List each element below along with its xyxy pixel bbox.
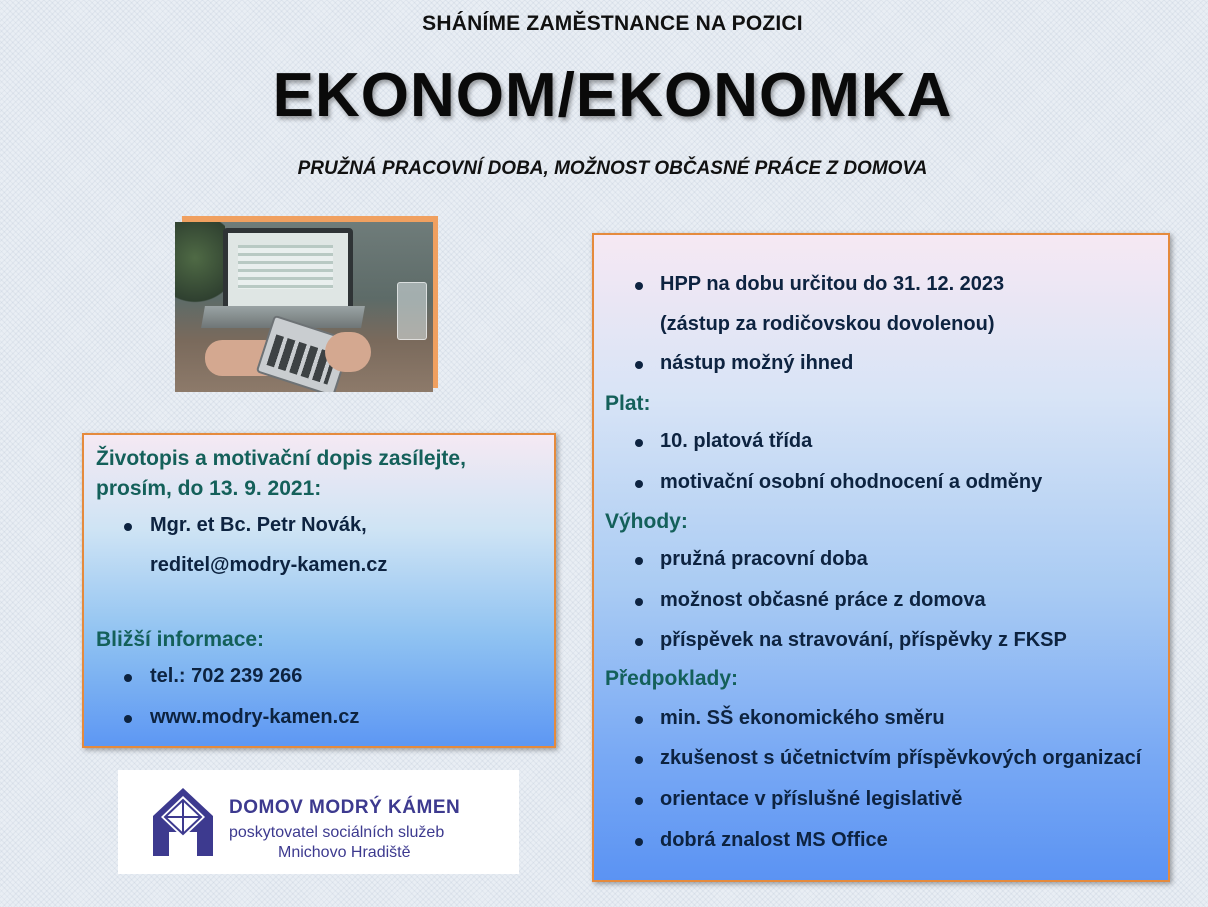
employment-item: nástup možný ihned: [660, 352, 854, 374]
bullet-icon: [635, 716, 643, 724]
organization-logo: [118, 770, 519, 874]
bullet-icon: [124, 523, 132, 531]
salary-heading: Plat:: [605, 392, 651, 415]
requirement-item: dobrá znalost MS Office: [660, 829, 888, 851]
benefit-item: možnost občasné práce z domova: [660, 589, 986, 611]
requirement-item: min. SŠ ekonomického směru: [660, 707, 945, 729]
bullet-icon: [635, 598, 643, 606]
house-logo-icon: [151, 786, 215, 858]
logo-subtitle: poskytovatel sociálních služeb: [229, 824, 445, 841]
requirement-item: orientace v příslušné legislativě: [660, 788, 963, 810]
benefits-heading: Výhody:: [605, 510, 688, 533]
page-title: EKONOM/EKONOMKA: [272, 61, 953, 130]
logo-city: Mnichovo Hradiště: [278, 844, 411, 861]
bullet-icon: [635, 756, 643, 764]
contact-website[interactable]: www.modry-kamen.cz: [150, 706, 360, 728]
employment-item: HPP na dobu určitou do 31. 12. 2023: [660, 273, 1005, 295]
plant-shape: [175, 222, 225, 312]
bullet-icon: [635, 638, 643, 646]
bullet-icon: [635, 557, 643, 565]
glass-shape: [397, 282, 427, 340]
subheading: SHÁNÍME ZAMĚSTNANCE NA POZICI: [422, 12, 803, 35]
benefit-item: příspěvek na stravování, příspěvky z FKSP: [660, 629, 1067, 651]
bullet-icon: [124, 674, 132, 682]
requirement-item: zkušenost s účetnictvím příspěvkových organizací: [660, 747, 1142, 769]
job-details-box: [592, 233, 1170, 882]
employment-note: (zástup za rodičovskou dovolenou): [660, 313, 995, 335]
contact-heading-line1: Životopis a motivační dopis zasílejte,: [96, 447, 466, 470]
office-photo: [175, 222, 433, 392]
bullet-icon: [635, 838, 643, 846]
bullet-icon: [635, 480, 643, 488]
contact-phone: tel.: 702 239 266: [150, 665, 303, 687]
bullet-icon: [124, 715, 132, 723]
tagline: PRUŽNÁ PRACOVNÍ DOBA, MOŽNOST OBČASNÉ PRÁCE Z DOMOVA: [297, 158, 928, 179]
bullet-icon: [635, 439, 643, 447]
contact-box: [82, 433, 556, 748]
laptop-screen-shape: [223, 228, 353, 314]
info-heading: Bližší informace:: [96, 628, 265, 651]
salary-item: 10. platová třída: [660, 430, 813, 452]
bullet-icon: [635, 282, 643, 290]
benefit-item: pružná pracovní doba: [660, 548, 868, 570]
salary-item: motivační osobní ohodnocení a odměny: [660, 471, 1043, 493]
logo-name: DOMOV MODRÝ KÁMEN: [229, 797, 461, 818]
contact-email[interactable]: reditel@modry-kamen.cz: [150, 554, 388, 576]
contact-heading-line2: prosím, do 13. 9. 2021:: [96, 477, 322, 500]
hand-shape-right: [325, 332, 371, 372]
bullet-icon: [635, 361, 643, 369]
bullet-icon: [635, 797, 643, 805]
requirements-heading: Předpoklady:: [605, 667, 739, 690]
contact-person: Mgr. et Bc. Petr Novák,: [150, 514, 367, 536]
